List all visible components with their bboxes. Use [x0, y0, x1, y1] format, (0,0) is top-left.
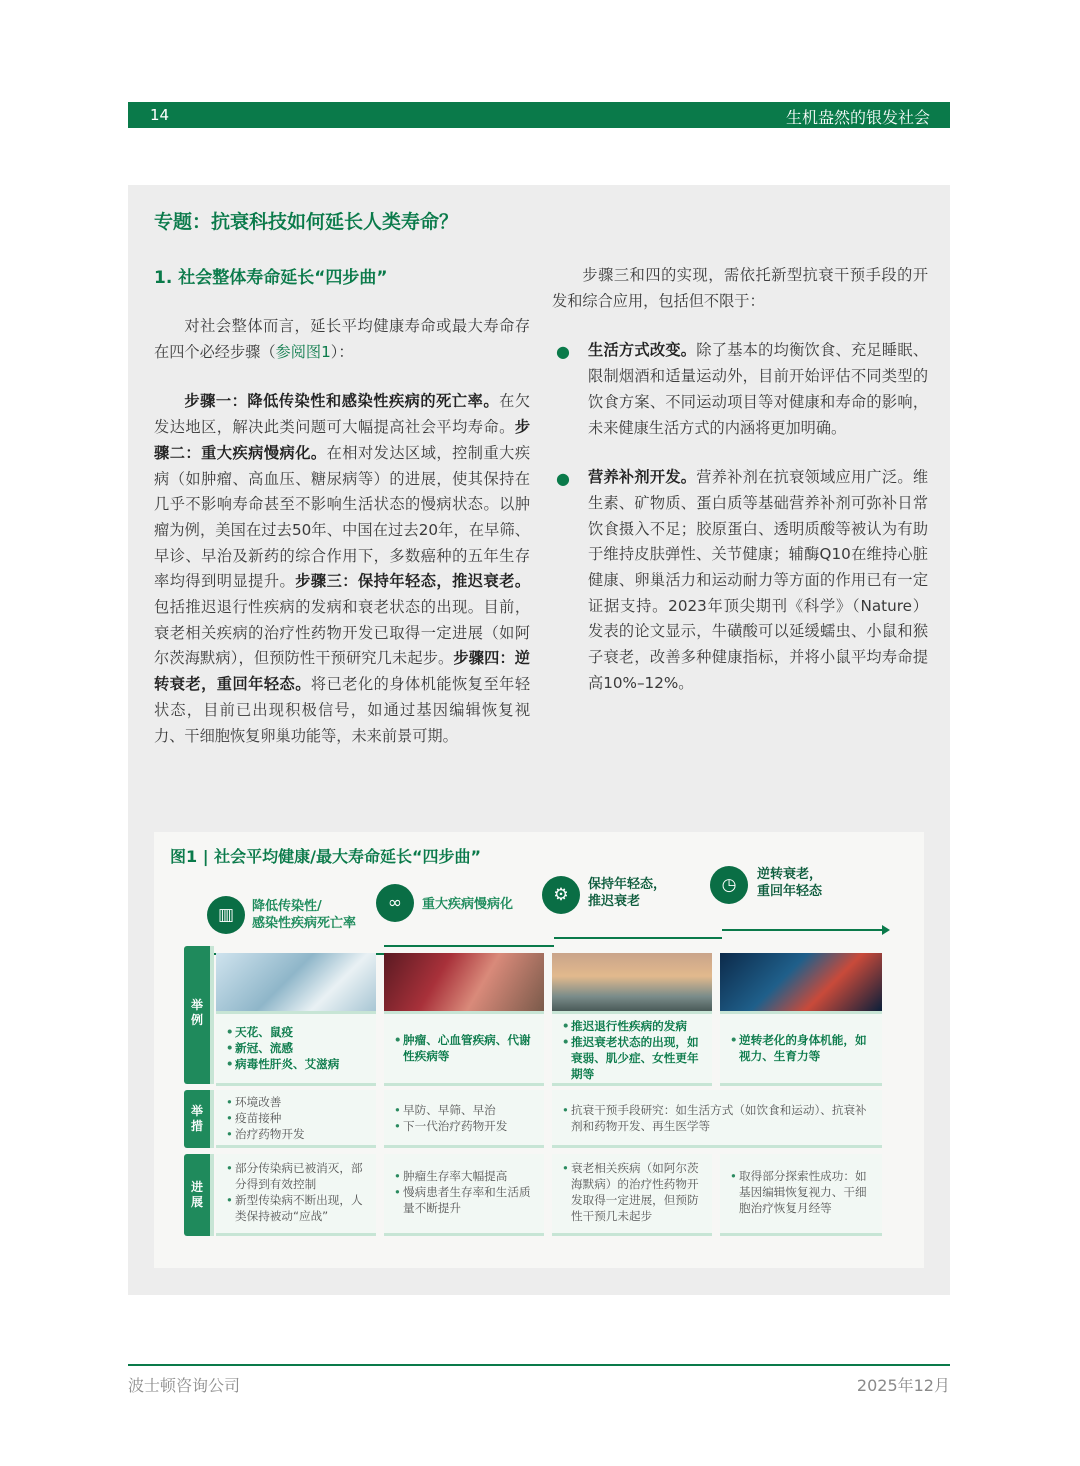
bar-chart-icon: ▥ — [207, 896, 245, 934]
bullet-title: 生活方式改变。 — [588, 341, 697, 360]
list-item: • 新冠、流感 — [226, 1040, 368, 1056]
step1-text: 在欠发达地区，解决此类问题可大幅提高社会平均寿命。 — [154, 392, 530, 437]
footer-company: 波士顿咨询公司 — [128, 1376, 241, 1395]
row-label-char: 进 — [190, 1180, 203, 1194]
figure-four-steps — [154, 832, 924, 1268]
right-column — [552, 263, 928, 697]
steps-paragraph — [154, 389, 530, 749]
topic-panel — [128, 185, 950, 1295]
virus-lab-photo — [216, 953, 376, 1014]
row-label-char: 举 — [190, 1104, 203, 1118]
step3-label-line2: 推迟衰老 — [588, 894, 641, 909]
yoga-sunset-photo — [552, 953, 712, 1014]
blood-cells-photo — [384, 953, 544, 1014]
stair-line — [384, 945, 554, 947]
bullet-text: 营养补剂在抗衰领域应用广泛。维生素、矿物质、蛋白质等基础营养补剂可弥补日常饮食摄入不足；胶原蛋白、透明质酸等被认为有助于维持皮肤弹性、关节健康；辅酶Q10在维持心脏健康、卵巢活力和运动耐力等方面的作用已有一定证据支持。2023年顶尖期刊《科学》（Nature）发表的论文显示，牛磺酸可以延缓蠕虫、小鼠和猴子衰老，改善多种健康指标，并将小鼠平均寿命提高10%–12%。 — [588, 468, 929, 692]
left-column — [154, 263, 530, 749]
row-label-char: 例 — [190, 1013, 203, 1027]
step2-title: 步骤二：重大疾病慢病化。 — [154, 418, 530, 462]
row-accent — [210, 1154, 214, 1236]
figure-title: 图1 | 社会平均健康/最大寿命延长“四步曲” — [170, 847, 481, 866]
arrow-head-icon — [882, 925, 890, 935]
example-cell-step1 — [216, 1014, 376, 1086]
step4-label-line1: 逆转衰老， — [757, 867, 823, 882]
row-label-char: 措 — [190, 1119, 203, 1133]
step1-title: 步骤一：降低传染性和感染性疾病的死亡率。 — [184, 392, 500, 411]
stair-line — [722, 929, 882, 931]
clock-icon: ◷ — [710, 866, 748, 904]
running-title: 生机盎然的银发社会 — [785, 108, 930, 127]
step4-label — [757, 866, 822, 900]
bullet-supplements — [552, 465, 928, 696]
step3-label-line1: 保持年轻态， — [588, 877, 667, 892]
intro-text-end: ）： — [330, 342, 354, 361]
step1-label-line2: 感染性疾病死亡率 — [252, 916, 357, 931]
list-item: • 疫苗接种 — [226, 1110, 368, 1126]
list-item: • 推迟退行性疾病的发病 — [562, 1018, 704, 1034]
example-cell-step3 — [552, 1014, 712, 1086]
bullet-dot-icon: ● — [556, 342, 570, 362]
row-label-char: 展 — [190, 1195, 203, 1209]
step1-label-line1: 降低传染性/ — [252, 899, 322, 914]
header-bar — [128, 102, 950, 128]
list-item: • 取得部分探索性成功：如基因编辑恢复视力、干细胞治疗恢复月经等 — [730, 1168, 874, 1216]
measure-cell-step1 — [216, 1090, 376, 1148]
measure-cell-step3-4 — [552, 1090, 882, 1148]
infinity-icon: ∞ — [376, 884, 414, 922]
footer-rule — [128, 1364, 950, 1366]
step3-text: 包括推迟退行性疾病的发病和衰老状态的出现。目前，衰老相关疾病的治疗性药物开发已取得一定进展（如阿尔茨海默病），但预防性干预研究几未起步。 — [154, 598, 530, 668]
list-item: • 衰老相关疾病（如阿尔茨海默病）的治疗性药物开发取得一定进展，但预防性干预几未起步 — [562, 1160, 704, 1224]
figure-reference-link[interactable]: 参阅图1 — [275, 342, 331, 361]
list-item: • 肿瘤、心血管疾病、代谢性疾病等 — [394, 1032, 536, 1064]
step3-label — [588, 876, 666, 910]
footer-date: 2025年12月 — [856, 1376, 950, 1395]
list-item: • 慢病患者生存率和生活质量不断提升 — [394, 1184, 536, 1216]
right-intro: 步骤三和四的实现，需依托新型抗衰干预手段的开发和综合应用，包括但不限于： — [552, 266, 928, 310]
step2-text: 在相对发达区域，控制重大疾病（如肿瘤、高血压、糖尿病等）的进展，使其保持在几乎不影响寿命甚至不影响生活状态的慢病状态。以肿瘤为例，美国在过去50年、中国在过去20年，在早筛、早诊、早治及新药的综合作用下，多数癌种的五年生存率均得到明显提升。 — [154, 443, 530, 591]
step4-title: 步骤四：逆转衰老，重回年轻态。 — [154, 649, 530, 694]
intro-text: 对社会整体而言，延长平均健康寿命或最大寿命存在四个必经步骤（ — [154, 317, 530, 361]
section-title: 1. 社会整体寿命延长“四步曲” — [154, 268, 388, 288]
example-cell-step4 — [720, 1014, 882, 1086]
row-label-char: 举 — [190, 998, 203, 1012]
row-label-measures — [184, 1090, 210, 1148]
page-number: 14 — [150, 106, 170, 124]
row-accent — [210, 1090, 214, 1148]
gear-icon: ⚙ — [542, 876, 580, 914]
intro-paragraph — [154, 314, 530, 365]
list-item: • 肿瘤生存率大幅提高 — [394, 1168, 536, 1184]
step2-label: 重大疾病慢病化 — [422, 897, 514, 912]
dna-helix-photo — [720, 953, 882, 1014]
list-item: • 治疗药物开发 — [226, 1126, 368, 1142]
step3-title: 步骤三：保持年轻态，推迟衰老。 — [295, 572, 530, 591]
row-label-examples — [184, 946, 210, 1084]
list-item: • 早防、早筛、早治 — [394, 1102, 536, 1118]
list-item: • 环境改善 — [226, 1094, 368, 1110]
list-item: • 新型传染病不断出现，人类保持被动“应战” — [226, 1192, 368, 1224]
progress-cell-step4 — [720, 1154, 882, 1236]
topic-title: 专题：抗衰科技如何延长人类寿命？ — [154, 211, 459, 233]
list-item: • 逆转老化的身体机能，如视力、生育力等 — [730, 1032, 874, 1064]
step1-label — [252, 898, 356, 932]
example-cell-step2 — [384, 1014, 544, 1086]
stair-line — [554, 937, 722, 939]
row-accent — [210, 946, 214, 1084]
progress-cell-step1 — [216, 1154, 376, 1236]
list-item: • 部分传染病已被消灭，部分得到有效控制 — [226, 1160, 368, 1192]
list-item: • 抗衰干预手段研究：如生活方式（如饮食和运动）、抗衰补剂和药物开发、再生医学等 — [562, 1102, 874, 1134]
bullet-dot-icon: ● — [556, 469, 570, 489]
progress-cell-step2 — [384, 1154, 544, 1236]
progress-cell-step3 — [552, 1154, 712, 1236]
list-item: • 病毒性肝炎、艾滋病 — [226, 1056, 368, 1072]
bullet-title: 营养补剂开发。 — [588, 468, 697, 487]
step4-label-line2: 重回年轻态 — [757, 884, 823, 899]
bullet-text: 除了基本的均衡饮食、充足睡眠、限制烟酒和适量运动外，目前开始评估不同类型的饮食方案、不同运动项目等对健康和寿命的影响，未来健康生活方式的内涵将更加明确。 — [588, 341, 929, 437]
step4-text: 将已老化的身体机能恢复至年轻状态，目前已出现积极信号，如通过基因编辑恢复视力、干细胞恢复卵巢功能等，未来前景可期。 — [154, 675, 530, 745]
list-item: • 天花、鼠疫 — [226, 1024, 368, 1040]
bullet-lifestyle — [552, 338, 928, 441]
list-item: • 推迟衰老状态的出现，如衰弱、肌少症、女性更年期等 — [562, 1034, 704, 1082]
row-label-progress — [184, 1154, 210, 1236]
list-item: • 下一代治疗药物开发 — [394, 1118, 536, 1134]
measure-cell-step2 — [384, 1090, 544, 1148]
